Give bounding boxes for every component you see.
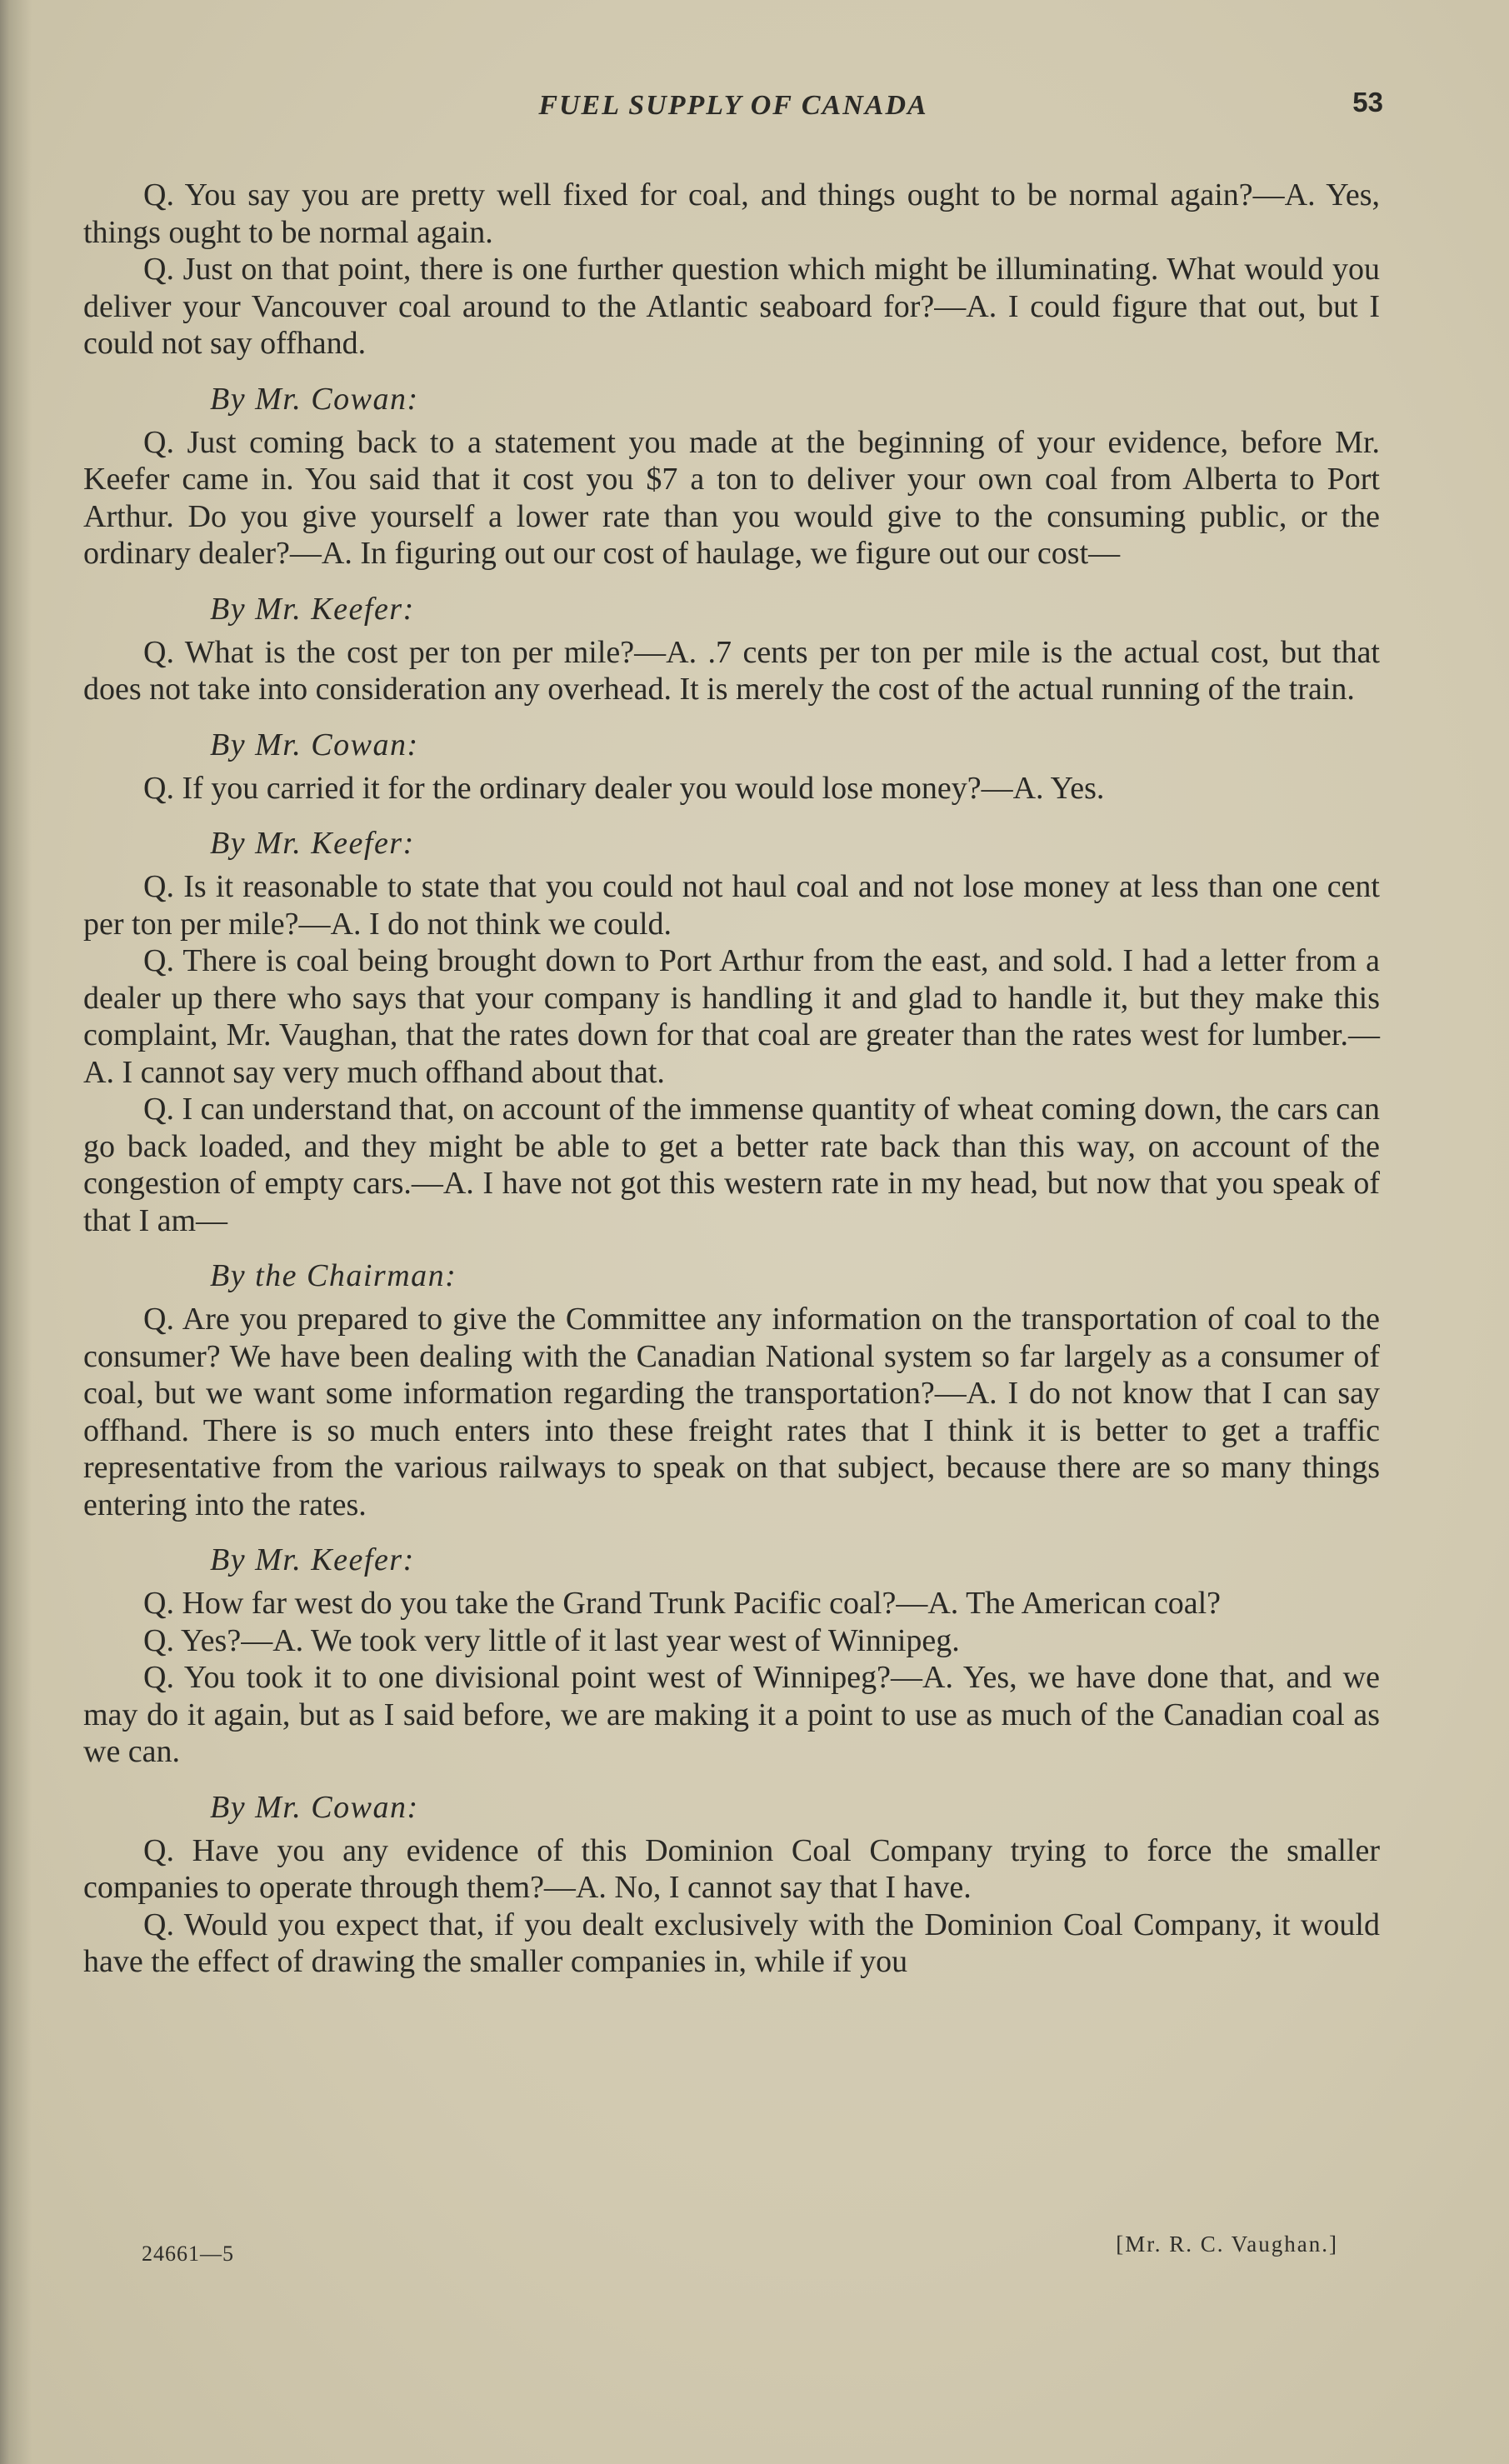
testimony-paragraph: Q. You say you are pretty well fixed for coal, and things ought to be normal again?—A. Yes, things ought to be normal again. [83, 177, 1380, 250]
speaker-heading: By Mr. Cowan: [210, 1789, 419, 1825]
testimony-paragraph: Q. Is it reasonable to state that you could not haul coal and not lose money at less than one cent per ton per mile?—A. I do not think we could. [83, 869, 1380, 942]
testimony-body [83, 177, 1380, 1981]
testimony-paragraph: Q. Have you any evidence of this Dominion Coal Company trying to force the smaller companies to operate through them?—A. No, I cannot say that I have. [83, 1832, 1380, 1905]
testimony-paragraph: Q. There is coal being brought down to Port Arthur from the east, and sold. I had a letter from a dealer up there who says that your company is handling it and glad to handle it, but they make this complaint, Mr. Vaughan, that the rates down for that coal are greater than the rates west for lumber.—A. I cannot say very much offhand about that. [83, 943, 1380, 1090]
testimony-paragraph: Q. What is the cost per ton per mile?—A. .7 cents per ton per mile is the actual cost, but that does not take into consideration any overhead. It is merely the cost of the actual running of the train. [83, 634, 1380, 707]
page-footer [83, 2232, 1380, 2268]
witness-tag: [Mr. R. C. Vaughan.] [1116, 2232, 1338, 2257]
speaker-heading: By Mr. Keefer: [210, 1542, 415, 1577]
testimony-paragraph: Q. Are you prepared to give the Committee any information on the transportation of coal to the consumer? We have been dealing with the Canadian National system so far largely as a consumer of coal, but we want some information regarding the transportation?—A. I do not know that I can say offhand. There is so much enters into these freight rates that I think it is better to get a traffic representative from the various railways to speak on that subject, because there are so many things entering into the rates. [83, 1302, 1380, 1522]
testimony-paragraph: Q. I can understand that, on account of the immense quantity of wheat coming down, the cars can go back loaded, and they might be able to get a better rate back than this way, on account of the congestion of empty cars.—A. I have not got this western rate in my head, but now that you speak of that I am— [83, 1092, 1380, 1238]
testimony-paragraph: Q. Yes?—A. We took very little of it last year west of Winnipeg. [143, 1622, 960, 1658]
running-title: FUEL SUPPLY OF CANADA [538, 90, 928, 121]
speaker-heading: By the Chairman: [210, 1258, 457, 1293]
page-number: 53 [1352, 87, 1383, 117]
testimony-paragraph: Q. If you carried it for the ordinary dealer you would lose money?—A. Yes. [143, 770, 1105, 806]
testimony-paragraph: Q. Just coming back to a statement you made at the beginning of your evidence, before Mr. Keefer came in. You said that it cost you $7 a ton to deliver your own coal from Alberta to Port Arthur. Do you give yourself a lower rate than you would give to the consuming public, or the ordinary dealer?—A. In figuring out our cost of haulage, we figure out our cost— [83, 424, 1380, 571]
binding-shadow [0, 0, 32, 2464]
running-head [83, 85, 1383, 135]
testimony-paragraph: Q. You took it to one divisional point west of Winnipeg?—A. Yes, we have done that, and we may do it again, but as I said before, we are making it a point to use as much of the Canadian coal as we can. [83, 1660, 1380, 1769]
testimony-paragraph: Q. Just on that point, there is one further question which might be illuminating. What would you deliver your Vancouver coal around to the Atlantic seaboard for?—A. I could figure that out, but I could not say offhand. [83, 252, 1380, 361]
speaker-heading: By Mr. Cowan: [210, 727, 419, 762]
signature-number: 24661—5 [142, 2242, 234, 2266]
speaker-heading: By Mr. Keefer: [210, 591, 415, 627]
testimony-paragraph: Q. How far west do you take the Grand Trunk Pacific coal?—A. The American coal? [143, 1586, 1222, 1621]
speaker-heading: By Mr. Keefer: [210, 826, 415, 861]
testimony-paragraph: Q. Would you expect that, if you dealt exclusively with the Dominion Coal Company, it would have the effect of drawing the smaller companies in, while if you [83, 1907, 1380, 1979]
speaker-heading: By Mr. Cowan: [210, 381, 419, 417]
